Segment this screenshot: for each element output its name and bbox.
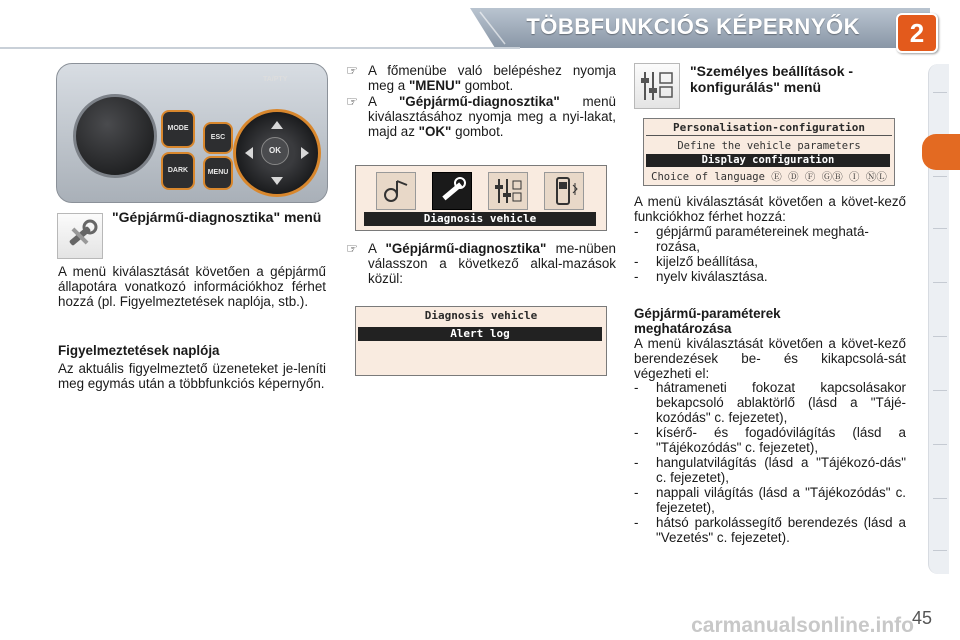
personalisation-screen — [643, 118, 895, 186]
list-item: - kijelző beállítása, — [634, 254, 758, 269]
vehicle-params-intro: A menü kiválasztását követően a követ-kező berendezések be- és kikapcsolá-sát végezheti el: — [634, 336, 906, 381]
step-select-diagnosis: A "Gépjármű-diagnosztika" menü kiválasztásához nyomja meg a nyi-lakat, majd az "OK" gombot. — [368, 94, 616, 139]
wrench-icon — [58, 214, 102, 258]
hand-bullet-icon: ☞ — [346, 241, 359, 256]
watermark: carmanualsonline.info — [691, 614, 914, 637]
diagnosis-menu-icon — [432, 172, 472, 210]
hand-bullet-icon: ☞ — [346, 94, 359, 109]
screen-line: Choice of language Ⓔ Ⓓ Ⓕ ⒼⒷ Ⓘ ⓃⓁ — [651, 171, 887, 183]
settings-menu-icon — [488, 172, 528, 210]
dark-button: DARK — [161, 152, 195, 190]
main-menu-screen — [355, 165, 607, 231]
esc-button: ESC — [203, 122, 233, 154]
list-item: - nyelv kiválasztása. — [634, 269, 768, 284]
chapter-badge: 2 — [896, 13, 938, 53]
list-item: - hátrameneti fokozat kapcsolásakor bekapcsoló ablaktörlő (lásd a "Tájé-kozódás" c. fejezetet), — [634, 380, 906, 425]
settings-sliders-icon — [635, 64, 679, 108]
screen-selected-item: Alert log — [358, 327, 602, 341]
list-item: - nappali világítás (lásd a "Tájékozódás" c. fejezetet), — [634, 485, 906, 515]
ok-button: OK — [261, 137, 289, 165]
list-item: - gépjármű paramétereinek meghatá-rozása, — [634, 224, 869, 254]
chapter-tab-active[interactable] — [922, 134, 960, 170]
list-item: - hangulatvilágítás (lásd a "Tájékozó-dás" c. fejezetet), — [634, 455, 906, 485]
ta-pty-label: TA/PTY — [263, 76, 288, 83]
menu-button: MENU — [203, 156, 233, 190]
screen-line: Define the vehicle parameters — [677, 140, 861, 152]
personalisation-intro: A menü kiválasztását követően a követ-kező funkciókhoz férhet hozzá: — [634, 194, 906, 224]
screen-title: Diagnosis vehicle — [424, 309, 538, 322]
page-number: 45 — [911, 608, 932, 628]
step-enter-menu: A főmenübe való belépéshez nyomja meg a "MENU" gombot. — [368, 63, 616, 93]
personalisation-section-title: "Személyes beállítások - konfigurálás" menü — [690, 63, 854, 95]
phone-menu-icon — [544, 172, 584, 210]
alert-log-text: Az aktuális figyelmeztető üzeneteket je-leníti meg egymás után a többfunkciós képernyőn. — [58, 361, 326, 391]
mode-button: MODE — [161, 110, 195, 148]
diagnosis-screen — [355, 306, 607, 376]
settings-icon-box — [634, 63, 680, 109]
screen-selected-item: Display configuration — [646, 154, 890, 167]
list-item: - kísérő- és fogadóvilágítás (lásd a "Tájékozódás" c. fejezetet), — [634, 425, 906, 455]
list-item: - hátsó parkolássegítő berendezés (lásd a "Vezetés" c. fejezetet). — [634, 515, 906, 545]
step-choose-application: A "Gépjármű-diagnosztika" me-nüben válasszon a következő alkal-mazások közül: — [368, 241, 616, 286]
page-title: TÖBBFUNKCIÓS KÉPERNYŐK — [526, 14, 860, 39]
arrow-icons — [233, 109, 321, 197]
alert-log-heading: Figyelmeztetések naplója — [58, 343, 220, 358]
screen-title: Personalisation-configuration — [672, 121, 866, 134]
control-panel-illustration — [56, 63, 328, 203]
audio-menu-icon — [376, 172, 416, 210]
diagnosis-intro: A menü kiválasztását követően a gépjármű állapotára vonatkozó információkhoz férhet hozzá (pl. Figyelmeztetések naplója, stb.). — [58, 264, 326, 309]
wrench-icon-box — [57, 213, 103, 259]
diagnosis-section-title: "Gépjármű-diagnosztika" menü — [112, 209, 322, 225]
vehicle-params-heading: Gépjármű-paraméterek meghatározása — [634, 306, 781, 336]
hand-bullet-icon: ☞ — [346, 63, 359, 78]
volume-knob — [73, 94, 157, 178]
screen-selected-label: Diagnosis vehicle — [364, 212, 596, 226]
